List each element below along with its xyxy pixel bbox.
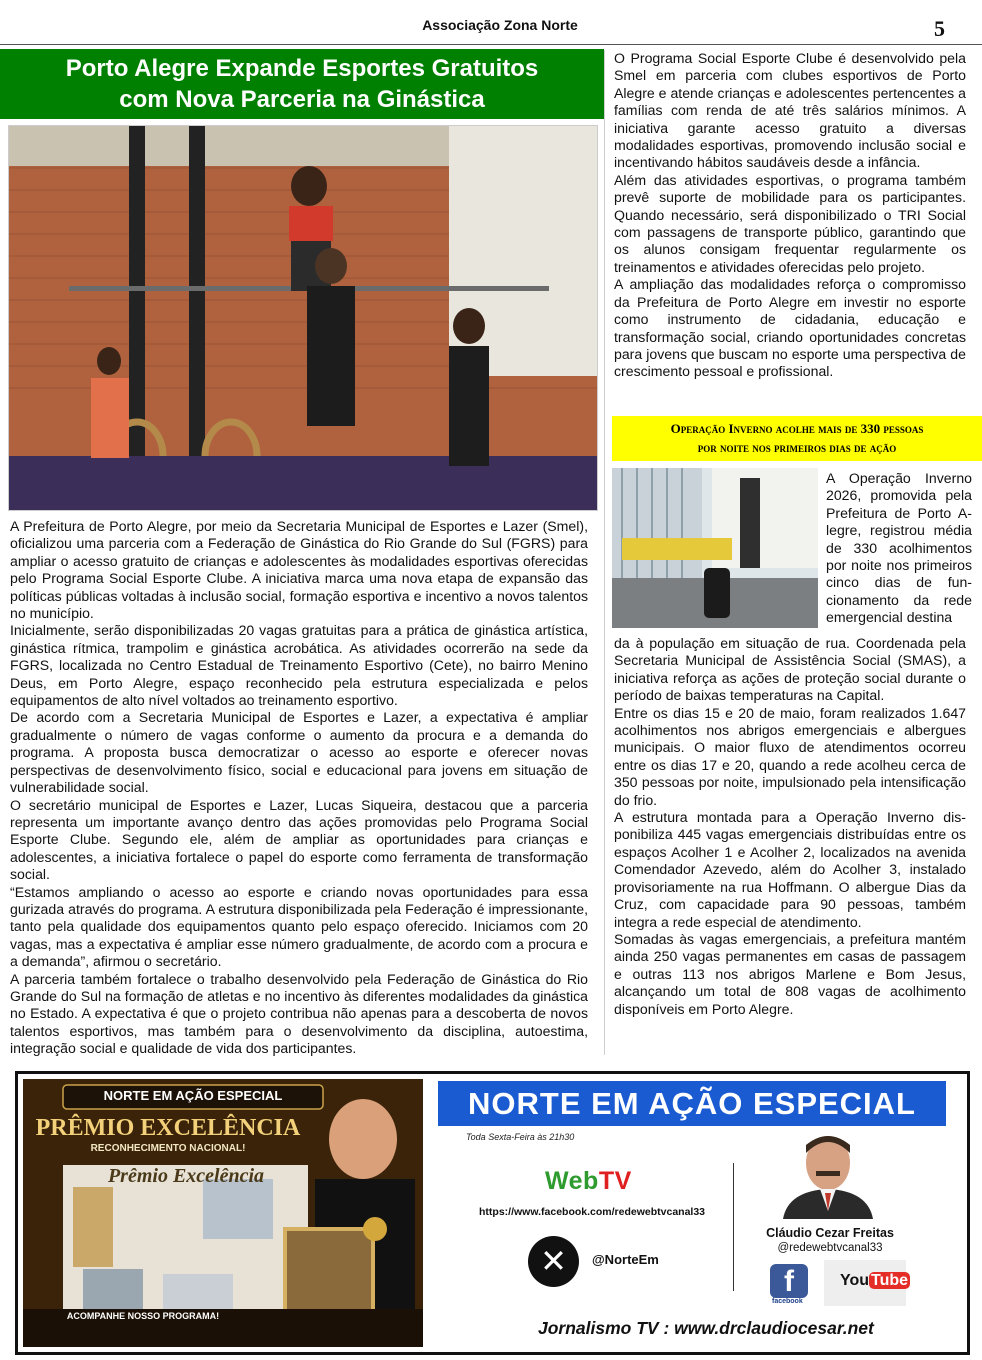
webtv-logo-web: Web <box>545 1167 599 1195</box>
paragraph: A parceria também fortalece o trabalho desenvolvido pela Federação de Ginástica do Rio Grande do Sul na formação de atletas e no incentivo às diferentes modalidades da ginástica no Estado. A expectativa é que o projeto contribua não apenas para a descoberta de novos talentos esportivos, mas também para o desenvolvimento da disciplina, autoestima, integração social e qualidade de vida dos participantes. <box>10 970 588 1057</box>
youtube-icon[interactable] <box>824 1260 909 1306</box>
paragraph: “Estamos ampliando o acesso ao esporte e criando novas oportunidades para essa gurizada através do programa. A estrutura disponibilizada pela Federação é impressionante, tanto pela qualidade dos equipamentos quanto pelo espaço oferecido. Iniciamos com 20 vagas, mas a expectativa é ampliar esse número gradualmente, de acordo com a procura e a demanda”, afirmou o secretário. <box>10 883 588 970</box>
page-number: 5 <box>934 16 945 41</box>
paragraph: A Prefeitura de Porto Alegre, por meio da Secretaria Municipal de Esportes e Lazer (Smel), oficializou uma parceria com a Federação de Ginástica do Rio Grande do Sul (FGRS) para ampliar o acesso gratuito de crianças e adolescentes às modalidades esportivas oferecidas pelo Programa Social Esporte Clube. A iniciativa marca uma nova etapa de expansão das políticas públicas voltadas à inclusão social, formação esportiva e incentivo a novos talentos no município. <box>10 518 588 622</box>
youtube-logo-tube: Tube <box>871 1272 909 1289</box>
program-banner: NORTE EM AÇÃO ESPECIAL <box>438 1081 946 1126</box>
winter-article-body <box>614 635 966 1018</box>
schedule-text: Toda Sexta-Feira às 21h30 <box>466 1132 575 1142</box>
paragraph: De acordo com a Secretaria Municipal de Esportes e Lazer, a expectativa é ampliar gradualmente o número de vagas conforme o aumento da procura e a demanda do programa. A proposta busca democratizar o acesso ao esporte e oferecer novas perspectivas de desenvolvimento físico, social e educacional para jovens em situação de vulnerabilidade social. <box>10 709 588 796</box>
paragraph: A ampliação das modalidades reforça o compromisso da Prefeitura de Porto Alegre em investir no esporte como instrumento de cidadania, educação e transformação social, criando oportunidades concretas para jovens que buscam no esporte uma perspectiva de crescimento pessoal e profissional. <box>614 276 966 380</box>
winter-headline-line2: por noite nos primeiros dias de ação <box>697 440 897 455</box>
x-logo-icon[interactable]: ✕ <box>528 1236 579 1287</box>
footer-website[interactable]: Jornalismo TV : www.drclaudiocesar.net <box>538 1318 874 1338</box>
paragraph: O secretário municipal de Esportes e Lazer, Lucas Siqueira, destacou que a parceria representa um importante avanço dentro das ações promovidas pelo Programa Social Esporte Clube. Segundo ele, além de ampliar as oportunidades para crianças e adolescentes, a iniciativa fortalece o papel do esporte como ferramenta de transformação social. <box>10 796 588 883</box>
winter-intro: A Operação Inverno 2026, promovida pela Prefeitura de Porto Alegre, registrou média de 330 acolhimentos por noite nos primeiros cinco dias de funcionamento da rede emergencial destina <box>826 470 972 626</box>
host-photo <box>778 1131 878 1219</box>
poster-title: PRÊMIO EXCELÊNCIA <box>35 1115 301 1141</box>
main-headline-line1: Porto Alegre Expande Esportes Gratuitos <box>65 55 539 82</box>
youtube-logo <box>840 1272 910 1290</box>
main-article-continuation <box>614 50 966 381</box>
paragraph: da à população em situação de rua. Coordenada pela Secretaria Municipal de Assistência Social (SMAS), a iniciativa reforça as ações de proteção social durante o período de baixas temperaturas na Capital. <box>614 635 966 704</box>
facebook-icon[interactable]: f <box>770 1264 808 1298</box>
poster-script: Prêmio Excelência <box>107 1165 265 1187</box>
publication-title: Associação Zona Norte <box>422 17 578 33</box>
paragraph: A estrutura montada para a Operação Inverno disponibiliza 445 vagas emergenciais distribuídas entre os espaços Acolher 1 e Acolher 2, localizados na avenida Comendador Azevedo, além do Acolher 3, instalado provisoriamente na rua Hoffmann. O albergue Dias da Cruz, com capacidade para 90 pessoas, também integra a rede especial de atendimento. <box>614 809 966 930</box>
host-handle[interactable]: @redewebtvcanal33 <box>777 1242 883 1254</box>
winter-headline-line1: Operação Inverno acolhe mais de 330 pessoas <box>670 421 924 436</box>
shelter-photo <box>612 468 818 628</box>
youtube-logo-you: You <box>840 1272 870 1289</box>
paragraph: Inicialmente, serão disponibilizadas 20 vagas gratuitas para a prática de ginástica artística, ginástica rítmica, trampolim e ginástica acrobática. As atividades ocorrerão na sede da FGRS, localizada no Centro Estadual de Treinamento Esportivo (Cete), no bairro Menino Deus, em Porto Alegre, espaço reconhecido pela estrutura especializada e pelos equipamentos de alto nível voltados ao treinamento esportivo. <box>10 622 588 709</box>
host-name: Cláudio Cezar Freitas <box>766 1226 894 1240</box>
paragraph: Entre os dias 15 e 20 de maio, foram realizados 1.647 acolhimentos nos abrigos emergenciais e albergues municipais. O maior fluxo de atendimentos ocorreu entre os dias 17 e 20, quando a rede acolheu cerca de 350 pessoas por noite, impulsionado pela intensificação do frio. <box>614 704 966 808</box>
winter-headline <box>612 416 982 461</box>
gymnastics-photo <box>8 125 598 511</box>
main-headline-line2: com Nova Parceria na Ginástica <box>119 86 485 113</box>
webtv-logo-tv: TV <box>598 1167 632 1195</box>
paragraph: Além das atividades esportivas, o programa também prevê suporte de mobilidade para os participantes. Quando necessário, será disponibilizado o TRI Social com passagens de transporte público, garantindo que os alunos consigam frequentar regularmente os treinamentos e atividades oferecidas pelo projeto. <box>614 171 966 275</box>
main-headline <box>0 49 604 119</box>
webtv-logo <box>545 1167 632 1196</box>
header-rule <box>0 44 982 45</box>
ad-divider <box>733 1163 734 1291</box>
paragraph: O Programa Social Esporte Clube é desenvolvido pela Smel em parceria com clubes esportivos de Porto Alegre e atende crianças e adolescentes pertencentes a famílias com renda de até três salários mínimos. A iniciativa garante acesso gratuito a diversas modalidades esportivas, promovendo inclusão social e incentivando hábitos saudáveis desde a infância. <box>614 50 966 171</box>
award-poster <box>23 1079 423 1347</box>
poster-bottom-label: ACOMPANHE NOSSO PROGRAMA! <box>66 1311 220 1321</box>
paragraph: Somadas às vagas emergenciais, a prefeitura mantém ainda 250 vagas permanentes em casas de passagem e outras 113 nos abrigos Marlene e Bom Jesus, alcançando um total de 808 vagas de acolhimento disponíveis em Porto Alegre. <box>614 930 966 1017</box>
poster-subtitle: RECONHECIMENTO NACIONAL! <box>90 1143 246 1154</box>
facebook-label: facebook <box>772 1298 803 1305</box>
column-divider <box>604 50 605 1055</box>
poster-top-label: NORTE EM AÇÃO ESPECIAL <box>103 1088 283 1103</box>
facebook-url[interactable]: https://www.facebook.com/redewebtvcanal33 <box>479 1206 706 1218</box>
main-article-body <box>10 518 588 1058</box>
x-handle[interactable]: @NorteEm <box>592 1252 659 1267</box>
